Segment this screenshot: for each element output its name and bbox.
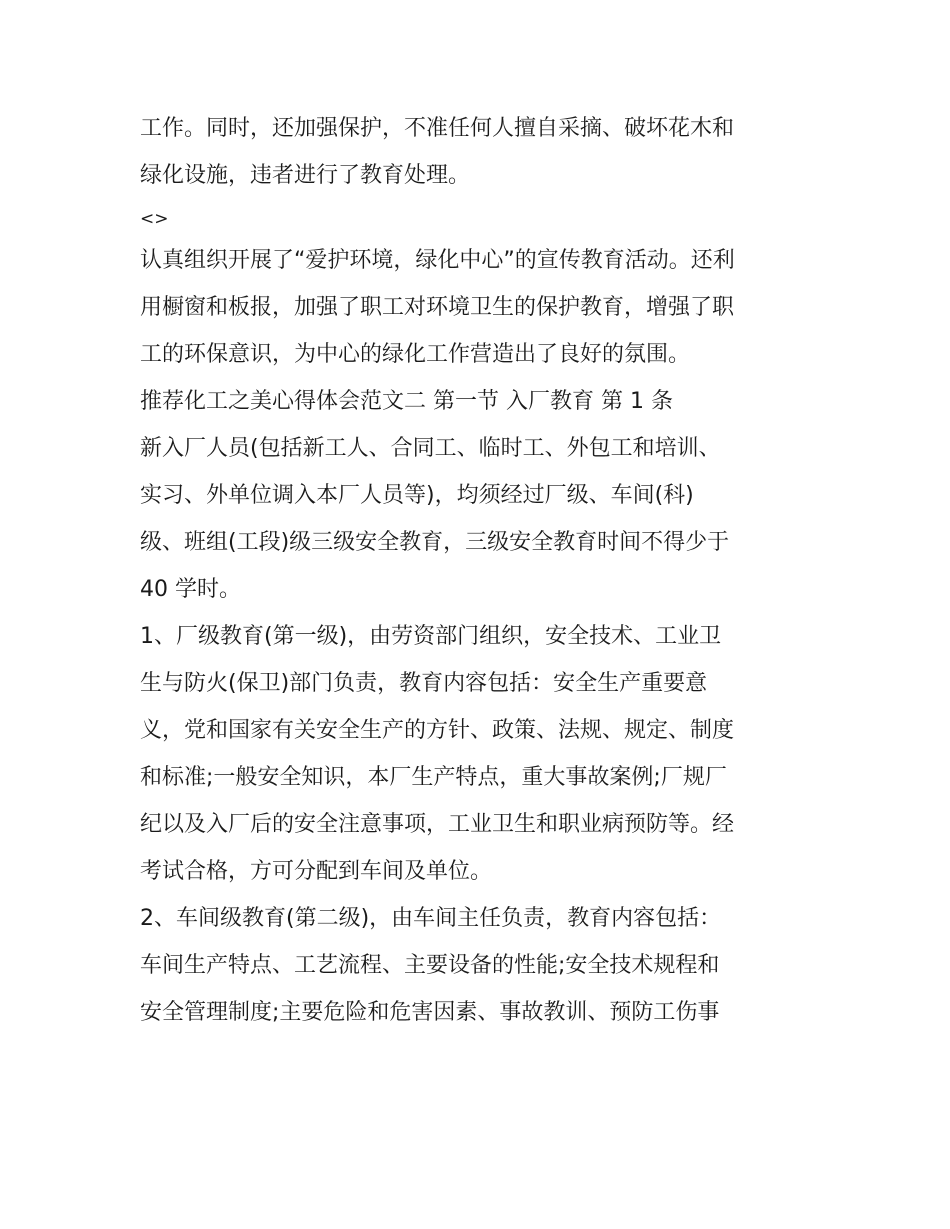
paragraph-new-employee-training <box>140 430 820 609</box>
document-body <box>140 110 820 1041</box>
text-line: 2、车间级教育(第二级)，由车间主任负责，教育内容包括： <box>140 906 722 931</box>
text-line: 车间生产特点、工艺流程、主要设备的性能;安全技术规程和 <box>140 953 720 978</box>
text-line: <> <box>140 209 169 229</box>
section-heading <box>140 383 820 421</box>
paragraph-greening-protection <box>140 110 820 195</box>
text-line: 绿化设施，违者进行了教育处理。 <box>140 163 471 188</box>
text-line: 推荐化工之美心得体会范文二 第一节 入厂教育 第 1 条 <box>140 389 673 414</box>
text-line: 安全管理制度;主要危险和危害因素、事故教训、预防工伤事 <box>140 1000 720 1025</box>
paragraph-factory-level-education <box>140 618 820 891</box>
text-line: 用橱窗和板报，加强了职工对环境卫生的保护教育，增强了职 <box>140 295 735 320</box>
text-line: 工作。同时，还加强保护，不准任何人擅自采摘、破坏花木和 <box>140 116 735 141</box>
text-line: 级、班组(工段)级三级安全教育，三级安全教育时间不得少于 <box>140 530 730 555</box>
text-line: 生与防火(保卫)部门负责，教育内容包括：安全生产重要意 <box>140 671 708 696</box>
paragraph-workshop-level-education <box>140 900 820 1032</box>
text-line: 工的环保意识，为中心的绿化工作营造出了良好的氛围。 <box>140 342 691 367</box>
text-line: 40 学时。 <box>140 577 241 602</box>
text-line: 认真组织开展了“爱护环境，绿化中心”的宣传教育活动。还利 <box>140 248 735 273</box>
text-line: 1、厂级教育(第一级)，由劳资部门组织，安全技术、工业卫 <box>140 624 722 649</box>
paragraph-placeholder-marker <box>140 204 820 234</box>
text-line: 义，党和国家有关安全生产的方针、政策、法规、规定、制度 <box>140 718 735 743</box>
text-line: 实习、外单位调入本厂人员等)，均须经过厂级、车间(科) <box>140 483 694 508</box>
paragraph-education-campaign <box>140 242 820 374</box>
text-line: 和标准;一般安全知识，本厂生产特点，重大事故案例;厂规厂 <box>140 765 727 790</box>
text-line: 纪以及入厂后的安全注意事项，工业卫生和职业病预防等。经 <box>140 812 735 837</box>
text-line: 考试合格，方可分配到车间及单位。 <box>140 859 493 884</box>
text-line: 新入厂人员(包括新工人、合同工、临时工、外包工和培训、 <box>140 436 721 461</box>
